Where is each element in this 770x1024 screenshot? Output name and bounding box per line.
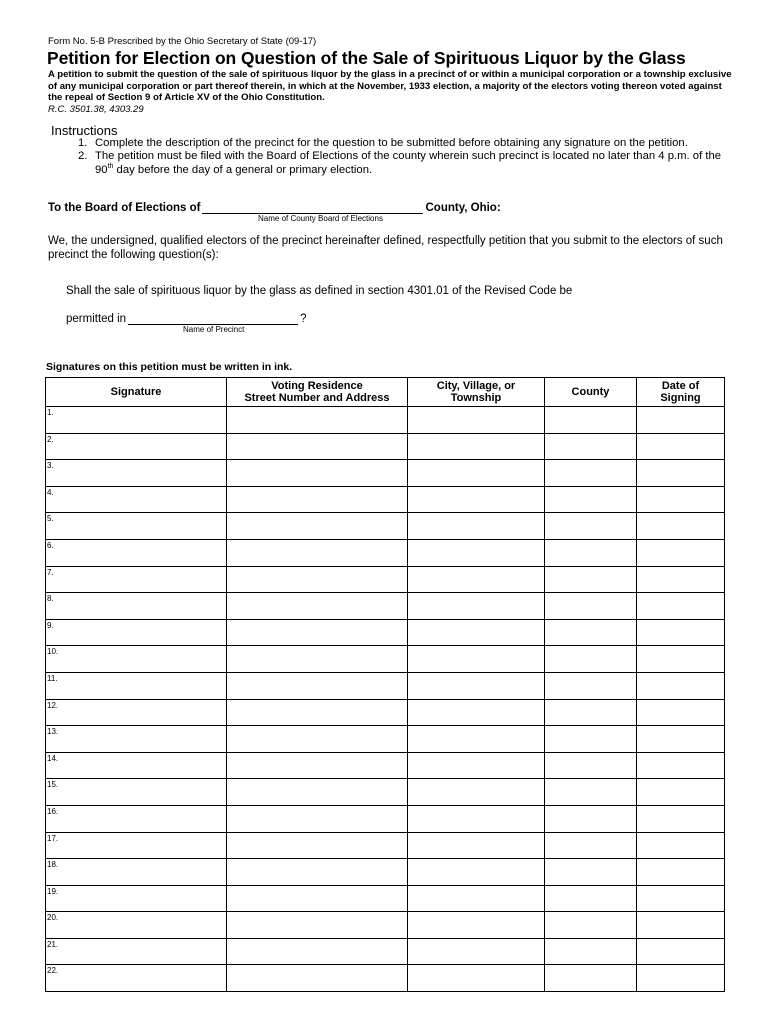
date-cell[interactable] — [637, 859, 725, 886]
row-number: 14. — [47, 753, 59, 763]
city-cell[interactable] — [408, 885, 545, 912]
county-board-caption: Name of County Board of Elections — [258, 214, 383, 223]
signature-cell[interactable] — [46, 619, 227, 646]
rc-reference: R.C. 3501.38, 4303.29 — [48, 104, 144, 115]
row-number: 5. — [47, 514, 54, 524]
date-cell[interactable] — [637, 539, 725, 566]
board-suffix: County, Ohio: — [425, 202, 501, 214]
city-cell[interactable] — [408, 832, 545, 859]
date-cell[interactable] — [637, 752, 725, 779]
county-cell[interactable] — [545, 912, 637, 939]
city-cell[interactable] — [408, 965, 545, 992]
signature-cell[interactable] — [46, 859, 227, 886]
signature-cell[interactable] — [46, 938, 227, 965]
instruction-item — [78, 137, 728, 150]
city-cell[interactable] — [408, 912, 545, 939]
city-cell[interactable] — [408, 779, 545, 806]
table-row — [46, 805, 725, 832]
residence-cell[interactable] — [227, 938, 408, 965]
date-cell[interactable] — [637, 513, 725, 540]
ballot-question: Shall the sale of spirituous liquor by the glass as defined in section 4301.01 of the Revised Code be — [66, 285, 573, 297]
county-cell[interactable] — [545, 832, 637, 859]
table-row — [46, 619, 725, 646]
city-cell[interactable] — [408, 460, 545, 487]
date-cell[interactable] — [637, 779, 725, 806]
county-cell[interactable] — [545, 593, 637, 620]
date-cell[interactable] — [637, 566, 725, 593]
signature-cell[interactable] — [46, 832, 227, 859]
date-cell[interactable] — [637, 965, 725, 992]
precinct-suffix: ? — [300, 313, 307, 325]
city-cell[interactable] — [408, 805, 545, 832]
row-number: 3. — [47, 461, 54, 471]
row-number: 6. — [47, 540, 54, 550]
city-cell[interactable] — [408, 699, 545, 726]
signature-cell[interactable] — [46, 779, 227, 806]
county-cell[interactable] — [545, 885, 637, 912]
table-row — [46, 938, 725, 965]
county-cell[interactable] — [545, 407, 637, 434]
instruction-text-end: day before the day of a general or primary election. — [113, 163, 373, 176]
table-row — [46, 672, 725, 699]
county-board-name-field[interactable] — [202, 201, 423, 214]
table-row — [46, 539, 725, 566]
ordinal-suffix: th — [107, 162, 114, 170]
residence-cell[interactable] — [227, 672, 408, 699]
signature-cell[interactable] — [46, 805, 227, 832]
table-row — [46, 832, 725, 859]
date-cell[interactable] — [637, 593, 725, 620]
city-cell[interactable] — [408, 619, 545, 646]
date-cell[interactable] — [637, 460, 725, 487]
city-cell[interactable] — [408, 433, 545, 460]
county-cell[interactable] — [545, 646, 637, 673]
county-cell[interactable] — [545, 619, 637, 646]
row-number: 8. — [47, 594, 54, 604]
table-row — [46, 433, 725, 460]
residence-cell[interactable] — [227, 646, 408, 673]
instruction-text: Complete the description of the precinct for the question to be submitted before obtaining any signature on the petition. — [95, 137, 688, 149]
table-row — [46, 885, 725, 912]
residence-cell[interactable] — [227, 407, 408, 434]
row-number: 19. — [47, 886, 59, 896]
county-cell[interactable] — [545, 486, 637, 513]
signature-note: Signatures on this petition must be written in ink. — [46, 361, 293, 373]
precinct-caption: Name of Precinct — [183, 325, 245, 334]
city-cell[interactable] — [408, 407, 545, 434]
instruction-number: 2. — [78, 150, 88, 163]
county-cell[interactable] — [545, 566, 637, 593]
residence-cell[interactable] — [227, 779, 408, 806]
county-cell[interactable] — [545, 965, 637, 992]
county-cell[interactable] — [545, 726, 637, 753]
date-cell[interactable] — [637, 407, 725, 434]
col-header-date: Date of Signing — [637, 378, 725, 407]
row-number: 16. — [47, 806, 59, 816]
table-header-row — [46, 378, 725, 407]
residence-cell[interactable] — [227, 566, 408, 593]
row-number: 22. — [47, 966, 59, 976]
table-row — [46, 566, 725, 593]
residence-cell[interactable] — [227, 619, 408, 646]
row-number: 9. — [47, 620, 54, 630]
precinct-line — [66, 312, 307, 325]
row-number: 10. — [47, 647, 59, 657]
table-row — [46, 779, 725, 806]
city-cell[interactable] — [408, 672, 545, 699]
table-row — [46, 513, 725, 540]
signature-cell[interactable] — [46, 433, 227, 460]
instruction-text: The petition must be filed with the Board of Elections of the county wherein such precinct is located no later than 4 p.m. of the 90 — [95, 150, 722, 176]
residence-cell[interactable] — [227, 832, 408, 859]
date-cell[interactable] — [637, 805, 725, 832]
city-cell[interactable] — [408, 593, 545, 620]
table-row — [46, 965, 725, 992]
residence-cell[interactable] — [227, 539, 408, 566]
residence-cell[interactable] — [227, 859, 408, 886]
residence-cell[interactable] — [227, 433, 408, 460]
form-number: Form No. 5-B Prescribed by the Ohio Secretary of State (09-17) — [48, 36, 317, 47]
signature-cell[interactable] — [46, 885, 227, 912]
residence-cell[interactable] — [227, 885, 408, 912]
signature-cell[interactable] — [46, 965, 227, 992]
date-cell[interactable] — [637, 646, 725, 673]
residence-cell[interactable] — [227, 699, 408, 726]
row-number: 18. — [47, 860, 59, 870]
instructions-list — [78, 137, 728, 177]
city-cell[interactable] — [408, 539, 545, 566]
county-cell[interactable] — [545, 752, 637, 779]
board-of-elections-line — [48, 201, 501, 214]
date-cell[interactable] — [637, 938, 725, 965]
instructions-heading: Instructions — [51, 123, 118, 138]
row-number: 2. — [47, 434, 54, 444]
county-cell[interactable] — [545, 460, 637, 487]
row-number: 12. — [47, 700, 59, 710]
row-number: 21. — [47, 939, 59, 949]
residence-cell[interactable] — [227, 486, 408, 513]
date-cell[interactable] — [637, 672, 725, 699]
county-cell[interactable] — [545, 539, 637, 566]
table-row — [46, 593, 725, 620]
col-header-residence: Voting Residence Street Number and Address — [227, 378, 408, 407]
city-cell[interactable] — [408, 513, 545, 540]
city-cell[interactable] — [408, 938, 545, 965]
signature-cell[interactable] — [46, 726, 227, 753]
instruction-number: 1. — [78, 137, 88, 149]
precinct-name-field[interactable] — [128, 312, 298, 325]
county-cell[interactable] — [545, 779, 637, 806]
city-cell[interactable] — [408, 726, 545, 753]
county-cell[interactable] — [545, 805, 637, 832]
row-number: 7. — [47, 567, 54, 577]
col-header-city: City, Village, or Township — [408, 378, 545, 407]
county-cell[interactable] — [545, 699, 637, 726]
signature-cell[interactable] — [46, 672, 227, 699]
board-prefix: To the Board of Elections of — [48, 202, 201, 214]
residence-cell[interactable] — [227, 965, 408, 992]
col-header-county: County — [545, 378, 637, 407]
county-cell[interactable] — [545, 938, 637, 965]
row-number: 13. — [47, 727, 59, 737]
date-cell[interactable] — [637, 885, 725, 912]
row-number: 15. — [47, 780, 59, 790]
table-row — [46, 486, 725, 513]
residence-cell[interactable] — [227, 460, 408, 487]
signature-cell[interactable] — [46, 513, 227, 540]
county-cell[interactable] — [545, 433, 637, 460]
precinct-prefix: permitted in — [66, 313, 127, 325]
date-cell[interactable] — [637, 619, 725, 646]
date-cell[interactable] — [637, 699, 725, 726]
row-number: 11. — [47, 673, 58, 683]
instruction-item — [78, 150, 728, 177]
table-row — [46, 726, 725, 753]
city-cell[interactable] — [408, 566, 545, 593]
page-title: Petition for Election on Question of the Sale of Spirituous Liquor by the Glass — [47, 48, 686, 68]
residence-cell[interactable] — [227, 593, 408, 620]
signature-cell[interactable] — [46, 646, 227, 673]
county-cell[interactable] — [545, 513, 637, 540]
table-row — [46, 460, 725, 487]
residence-cell[interactable] — [227, 912, 408, 939]
date-cell[interactable] — [637, 433, 725, 460]
table-row — [46, 912, 725, 939]
row-number: 20. — [47, 913, 59, 923]
city-cell[interactable] — [408, 486, 545, 513]
table-row — [46, 699, 725, 726]
city-cell[interactable] — [408, 752, 545, 779]
table-row — [46, 859, 725, 886]
signature-cell[interactable] — [46, 566, 227, 593]
date-cell[interactable] — [637, 912, 725, 939]
date-cell[interactable] — [637, 832, 725, 859]
petition-statement: We, the undersigned, qualified electors of the precinct hereinafter defined, respectfully petition that you submit to the electors of such precinct the following question(s): — [48, 235, 723, 261]
col-header-signature: Signature — [46, 378, 227, 407]
signature-cell[interactable] — [46, 486, 227, 513]
date-cell[interactable] — [637, 726, 725, 753]
county-cell[interactable] — [545, 859, 637, 886]
residence-cell[interactable] — [227, 805, 408, 832]
signature-cell[interactable] — [46, 539, 227, 566]
signature-cell[interactable] — [46, 593, 227, 620]
signature-table — [45, 377, 725, 992]
table-row — [46, 646, 725, 673]
signature-cell[interactable] — [46, 699, 227, 726]
city-cell[interactable] — [408, 859, 545, 886]
signature-cell[interactable] — [46, 912, 227, 939]
row-number: 1. — [47, 408, 54, 417]
signature-cell[interactable] — [46, 460, 227, 487]
row-number: 4. — [47, 487, 54, 497]
date-cell[interactable] — [637, 486, 725, 513]
residence-cell[interactable] — [227, 513, 408, 540]
signature-cell[interactable] — [46, 752, 227, 779]
residence-cell[interactable] — [227, 726, 408, 753]
signature-cell[interactable] — [46, 407, 227, 434]
residence-cell[interactable] — [227, 752, 408, 779]
table-row — [46, 407, 725, 434]
petition-subtitle: A petition to submit the question of the sale of spirituous liquor by the glass in a precinct of or within a municipal corporation or a township exclusive of any municipal corporation or part thereof therein, in which at the November, 1933 election, a majority of the electors voting thereon voted against the repeal of Section 9 of Article XV of the Ohio Constitution. — [48, 69, 732, 103]
table-row — [46, 752, 725, 779]
city-cell[interactable] — [408, 646, 545, 673]
county-cell[interactable] — [545, 672, 637, 699]
row-number: 17. — [47, 833, 59, 843]
